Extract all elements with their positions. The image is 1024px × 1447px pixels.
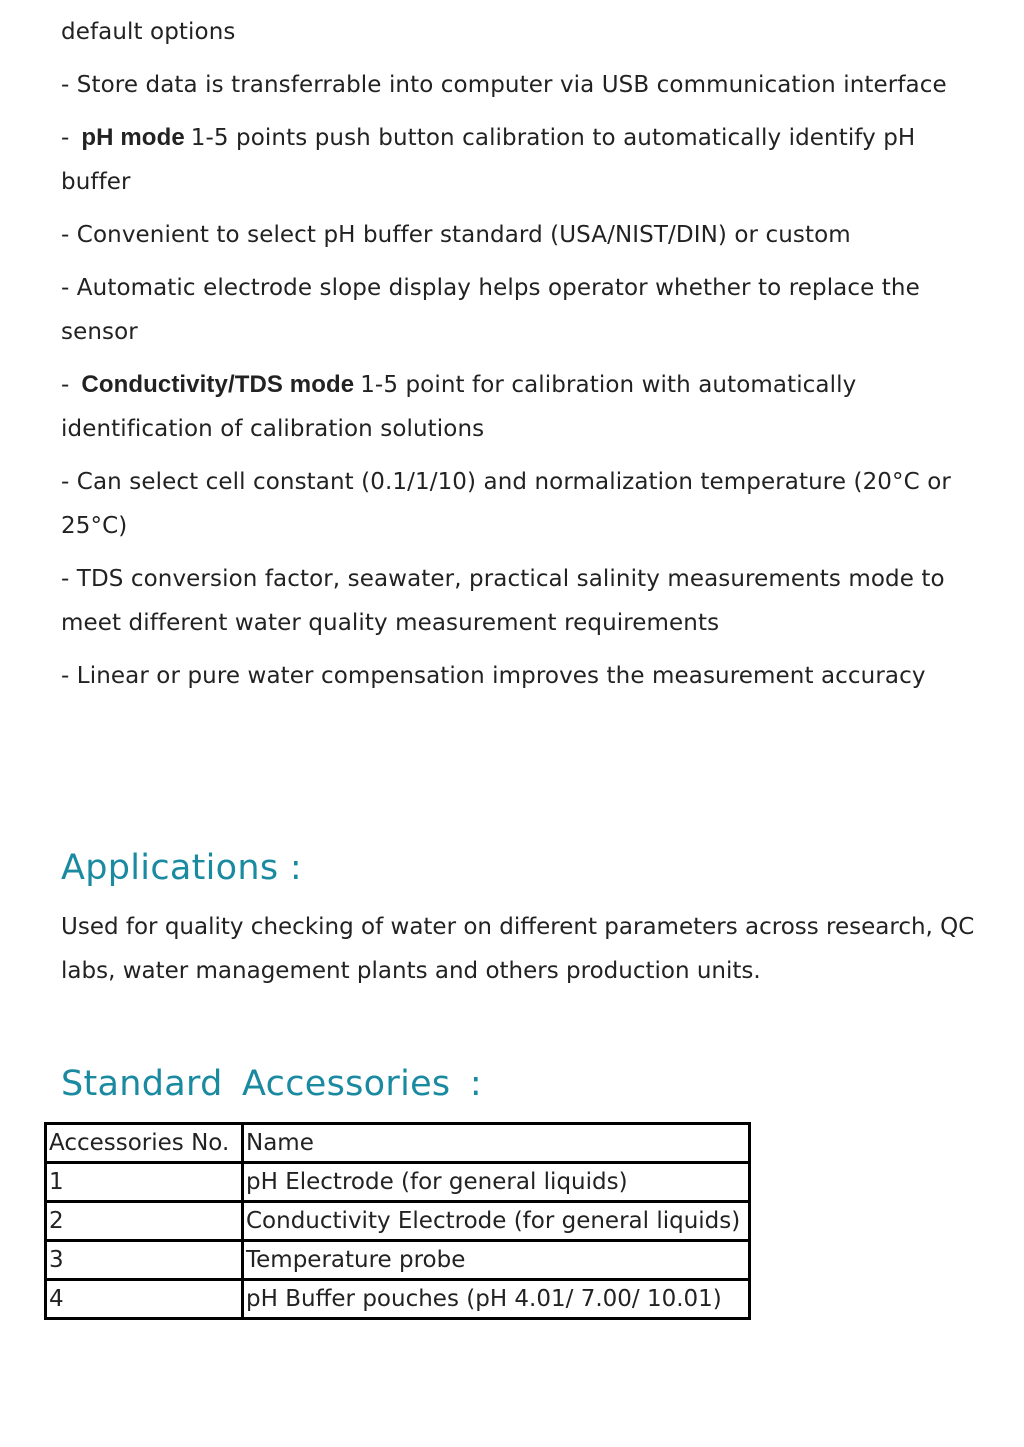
feature-conductivity-mode [61, 363, 961, 451]
table-cell-name: pH Buffer pouches (pH 4.01/ 7.00/ 10.01) [243, 1280, 750, 1319]
feature-cell-constant [61, 460, 961, 548]
feature-electrode-slope [61, 266, 961, 354]
table-cell-number: 1 [46, 1163, 243, 1202]
feature-bold-label: Conductivity/TDS mode [81, 371, 355, 398]
feature-text: - Store data is transferrable into computer via USB communication interface [61, 72, 947, 98]
table-header-row [46, 1124, 750, 1163]
feature-text: - Linear or pure water compensation improves the measurement accuracy [61, 663, 926, 689]
accessories-table [44, 1122, 751, 1320]
table-header-cell: Accessories No. [46, 1124, 243, 1163]
table-row [46, 1280, 750, 1319]
feature-text: 1-5 points push button calibration to automatically identify pH buffer [61, 125, 916, 195]
feature-buffer-standard [61, 213, 961, 257]
table-cell-name: Conductivity Electrode (for general liquids) [243, 1202, 750, 1241]
table-row [46, 1202, 750, 1241]
feature-ph-mode [61, 116, 961, 204]
feature-text: - TDS conversion factor, seawater, practical salinity measurements mode to meet different water quality measurement requirements [61, 566, 945, 636]
feature-prefix: - [61, 372, 70, 398]
feature-prefix: - [61, 125, 70, 151]
table-header-cell: Name [243, 1124, 750, 1163]
feature-text: - Can select cell constant (0.1/1/10) and normalization temperature (20°C or 25°C) [61, 469, 951, 539]
table-row [46, 1163, 750, 1202]
table-cell-name: Temperature probe [243, 1241, 750, 1280]
table-cell-name: pH Electrode (for general liquids) [243, 1163, 750, 1202]
feature-text: 1-5 point for calibration with automatically identification of calibration solutions [61, 372, 857, 442]
applications-text: Used for quality checking of water on different parameters across research, QC labs, water management plants and others production units. [61, 914, 975, 984]
table-row [46, 1241, 750, 1280]
feature-text: - Convenient to select pH buffer standard (USA/NIST/DIN) or custom [61, 222, 851, 248]
table-cell-number: 2 [46, 1202, 243, 1241]
applications-heading: Applications : [61, 848, 302, 888]
table-cell-number: 3 [46, 1241, 243, 1280]
feature-usb-transfer [61, 63, 961, 107]
features-list [61, 10, 961, 707]
feature-tds-conversion [61, 557, 961, 645]
feature-text: - Automatic electrode slope display helps operator whether to replace the sensor [61, 275, 920, 345]
table-cell-number: 4 [46, 1280, 243, 1319]
feature-bold-label: pH mode [81, 124, 185, 151]
accessories-heading: Standard Accessories : [61, 1064, 482, 1104]
feature-compensation [61, 654, 961, 698]
feature-text: default options [61, 19, 236, 45]
feature-default-options [61, 10, 961, 54]
